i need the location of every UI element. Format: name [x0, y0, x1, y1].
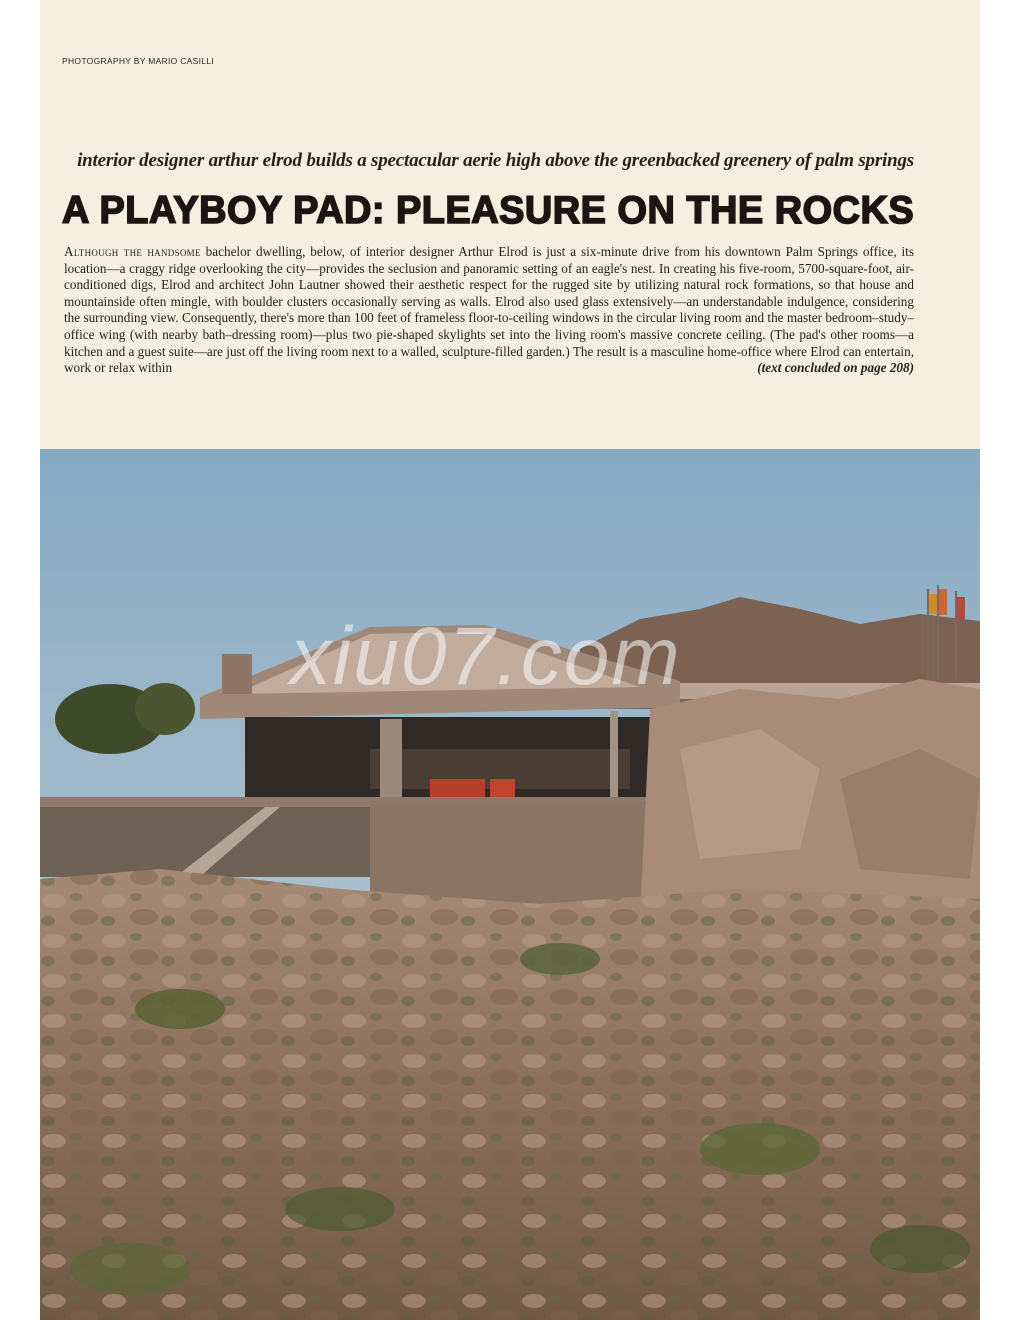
- article-body: [64, 244, 914, 377]
- continued-note: (text concluded on page 208): [757, 360, 914, 376]
- body-lead-in: Although the handsome: [64, 244, 201, 259]
- watermark-text: xiu07.com: [290, 611, 682, 702]
- article-headline: A PLAYBOY PAD: PLEASURE ON THE ROCKS: [62, 189, 915, 232]
- article-deck: interior designer arthur elrod builds a spectacular aerie high above the greenbacked greenery of palm springs: [77, 150, 914, 171]
- house-photo: [40, 449, 980, 1320]
- photo-credit: PHOTOGRAPHY BY MARIO CASILLI: [62, 56, 214, 66]
- magazine-page: [40, 0, 980, 1320]
- body-text: bachelor dwelling, below, of interior designer Arthur Elrod is just a six-minute drive from his downtown Palm Springs office, its location—a craggy ridge overlooking the city—provides the seclusion and panoramic setting of an eagle's nest. In creating his five-room, 5700-square-foot, air-conditioned digs, Elrod and architect John Lautner showed their aesthetic respect for the rugged site by utilizing natural rock formations, so that house and mountainside often mingle, with boulder clusters occasionally serving as walls. Elrod also used glass extensively—an understandable indulgence, considering the surrounding view. Consequently, there's more than 100 feet of frameless floor-to-ceiling windows in the circular living room and the master bedroom–study–office wing (with nearby bath–dressing room)—plus two pie-shaped skylights set into the living room's massive concrete ceiling. (The pad's other rooms—a kitchen and a guest suite—are just off the living room next to a walled, sculpture-filled garden.) The result is a masculine home-office where Elrod can entertain, work or relax within: [64, 244, 914, 376]
